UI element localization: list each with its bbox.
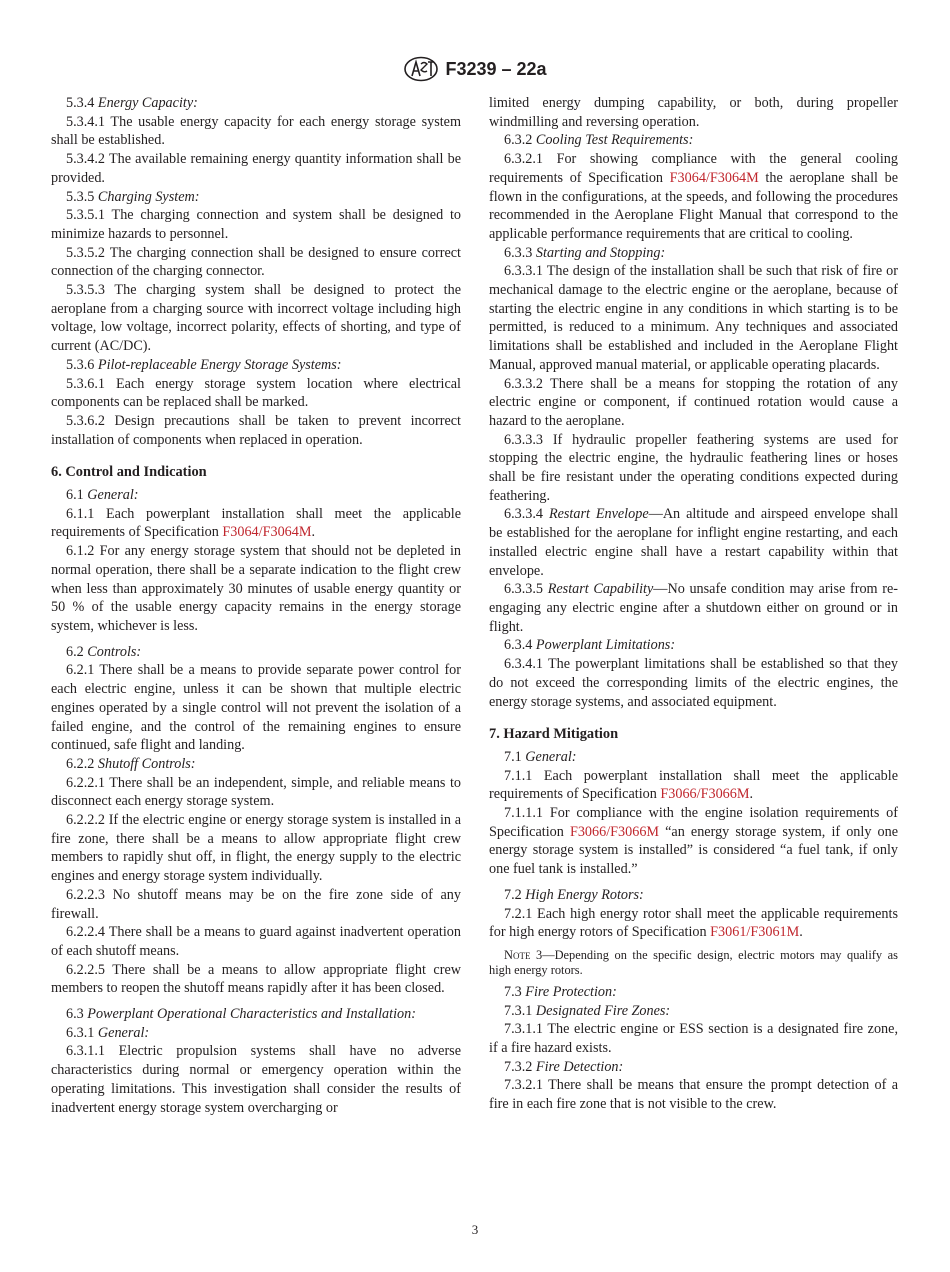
paragraph-6-2-2-3: 6.2.2.3 No shutoff means may be on the fire zone side of any firewall. — [51, 886, 461, 922]
paragraph-6-3-1-1-continued: limited energy dumping capability, or both, during propeller windmilling and reversing operation. — [489, 95, 898, 130]
page-number: 3 — [471, 1222, 479, 1237]
subsection-7-1: 7.1 General: — [504, 748, 577, 765]
paragraph-5-3-5-3: 5.3.5.3 The charging system shall be designed to protect the aeroplane from a charging source with incorrect voltage including high voltage, low voltage, incorrect polarity, effects of shorting, and type of current (AC/DC). — [51, 282, 461, 355]
paragraph-7-1-1-1: 7.1.1.1 For compliance with the engine isolation requirements of Specification F3066/F3066M “an energy storage system, if only one energy storage system is installed” is considered “a fuel tank, if only one fuel tank is installed.” — [489, 805, 898, 878]
paragraph-5-3-6-1: 5.3.6.1 Each energy storage system location where electrical components can be replaced shall be marked. — [51, 375, 461, 411]
subsection-6-3-2: 6.3.2 Cooling Test Requirements: — [504, 132, 694, 149]
paragraph-6-3-2-1: 6.3.2.1 For showing compliance with the general cooling requirements of Specification F3064/F3064M the aeroplane shall be flown in the configurations, at the speeds, and following the procedures recommended in the Aeroplane Flight Manual that correspond to the applicable performance requirements that are critical to cooling. — [489, 151, 899, 242]
paragraph-6-2-2-5: 6.2.2.5 There shall be a means to allow appropriate flight crew members to reopen the shutoff means rapidly after it has been closed. — [51, 961, 461, 997]
paragraph-7-3-1-1: 7.3.1.1 The electric engine or ESS section is a designated fire zone, if a fire hazard exists. — [489, 1021, 898, 1057]
paragraph-6-3-1-1: 6.3.1.1 Electric propulsion systems shall have no adverse characteristics during normal or emergency operation within the operating limitations. This investigation shall consider the results of inadvertent energy storage system overcharging or — [51, 1043, 461, 1116]
subsection-7-3: 7.3 Fire Protection: — [504, 983, 617, 1000]
paragraph-6-3-3-1: 6.3.3.1 The design of the installation shall be such that risk of fire or mechanical damage to the electric engine or the aeroplane, because of starting the electric engine in any conditions in which starting is to be permitted, is reduced to a minimum. Any techniques and associated limitations shall be established and included in the Aeroplane Flight Manual, approved manual material, or applicable operating placards. — [489, 263, 898, 373]
spec-link-f3066[interactable]: F3066/F3066M — [569, 823, 660, 840]
spec-link-f3066[interactable]: F3066/F3066M — [660, 786, 750, 803]
subsection-7-3-2: 7.3.2 Fire Detection: — [504, 1058, 624, 1075]
paragraph-6-2-2-4: 6.2.2.4 There shall be a means to guard against inadvertent operation of each shutoff means. — [51, 924, 461, 959]
astm-logo — [403, 56, 439, 82]
subsection-5-3-6: 5.3.6 Pilot-replaceable Energy Storage Systems: — [66, 356, 342, 373]
subsection-7-2: 7.2 High Energy Rotors: — [504, 886, 644, 903]
subsection-5-3-4: 5.3.4 Energy Capacity: — [66, 95, 198, 111]
left-column — [51, 94, 461, 1117]
section-6-heading: 6. Control and Indication — [51, 464, 207, 481]
paragraph-7-2-1: 7.2.1 Each high energy rotor shall meet the applicable requirements for high energy rotors of Specification F3061/F3061M. — [489, 905, 898, 941]
paragraph-6-2-2-1: 6.2.2.1 There shall be an independent, simple, and reliable means to disconnect each energy storage system. — [51, 774, 461, 810]
paragraph-6-3-4-1: 6.3.4.1 The powerplant limitations shall be established so that they do not exceed the corresponding limits of the electric engines, the energy storage systems, and associated equipment. — [489, 656, 898, 710]
section-7-heading: 7. Hazard Mitigation — [489, 726, 619, 743]
paragraph-5-3-4-2: 5.3.4.2 The available remaining energy quantity information shall be provided. — [51, 151, 461, 186]
paragraph-5-3-5-1: 5.3.5.1 The charging connection and system shall be designed to minimize hazards to personnel. — [51, 207, 461, 242]
subsection-6-3-1: 6.3.1 General: — [66, 1024, 150, 1041]
paragraph-6-3-3-2: 6.3.3.2 There shall be a means for stopping the rotation of any electric engine or component, if continued rotation would cause a hazard to the aeroplane. — [489, 375, 898, 429]
page-header — [0, 56, 950, 87]
paragraph-5-3-5-2: 5.3.5.2 The charging connection shall be designed to ensure correct connection of the charging connector. — [51, 244, 461, 280]
subsection-5-3-5: 5.3.5 Charging System: — [66, 188, 200, 205]
paragraph-6-2-2-2: 6.2.2.2 If the electric engine or energy storage system is installed in a fire zone, there shall be a means to allow appropriate flight crew members to rapidly shut off, in flight, the energy supply to the electric engines and energy storage system individually. — [51, 812, 461, 885]
subsection-6-3-3: 6.3.3 Starting and Stopping: — [504, 244, 666, 261]
paragraph-5-3-4-1: 5.3.4.1 The usable energy capacity for each energy storage system shall be established. — [51, 113, 461, 149]
subsection-6-3-4: 6.3.4 Powerplant Limitations: — [504, 637, 676, 654]
paragraph-6-3-3-4: 6.3.3.4 Restart Envelope—An altitude and airspeed envelope shall be established for the aeroplane for inflight engine restarting, and each installed electric engine shall have a restart capability within that envelope. — [489, 506, 899, 579]
subsection-6-2: 6.2 Controls: — [66, 643, 142, 660]
spec-link-f3064[interactable]: F3064/F3064M — [222, 524, 312, 541]
paragraph-7-3-2-1: 7.3.2.1 There shall be means that ensure the prompt detection of a fire in each fire zone that is not visible to the crew. — [489, 1077, 898, 1113]
paragraph-6-1-2: 6.1.2 For any energy storage system that should not be depleted in normal operation, there shall be a separate indication to the flight crew when less than approximately 30 minutes of usable energy quantity or 50 % of the usable energy capacity remains in the energy storage system, whichever is less. — [51, 543, 461, 634]
right-column — [489, 94, 898, 1114]
spec-link-f3061[interactable]: F3061/F3061M — [710, 924, 800, 941]
subsection-6-3: 6.3 Powerplant Operational Characteristics and Installation: — [66, 1006, 416, 1023]
paragraph-7-1-1: 7.1.1 Each powerplant installation shall meet the applicable requirements of Specification F3066/F3066M. — [489, 767, 898, 803]
paragraph-6-3-3-3: 6.3.3.3 If hydraulic propeller feathering systems are used for stopping the electric engine, the hydraulic feathering lines or hoses shall be fire resistant under the operating conditions expected during feathering. — [489, 431, 898, 504]
paragraph-5-3-6-2: 5.3.6.2 Design precautions shall be taken to prevent incorrect installation of components when replaced in operation. — [51, 412, 461, 448]
paragraph-6-2-1: 6.2.1 There shall be a means to provide separate power control for each electric engine, unless it can be shown that multiple electric engines operated by a single control will not prevent the isolation of a failed engine, and the control of the remaining engines to ensure continued, safe flight and landing. — [51, 662, 461, 754]
paragraph-6-1-1: 6.1.1 Each powerplant installation shall meet the applicable requirements of Specification F3064/F3064M. — [51, 505, 461, 541]
document-id: F3239 – 22a — [445, 58, 547, 79]
subsection-6-2-2: 6.2.2 Shutoff Controls: — [66, 755, 196, 772]
paragraph-6-3-3-5: 6.3.3.5 Restart Capability—No unsafe condition may arise from re-engaging any electric engine after a shutdown either on ground or in flight. — [489, 581, 898, 635]
subsection-6-1: 6.1 General: — [66, 487, 139, 504]
spec-link-f3064[interactable]: F3064/F3064M — [669, 169, 759, 186]
note-3: Note 3—Depending on the specific design, electric motors may qualify as high energy rotors. — [489, 947, 898, 978]
subsection-7-3-1: 7.3.1 Designated Fire Zones: — [504, 1002, 671, 1019]
